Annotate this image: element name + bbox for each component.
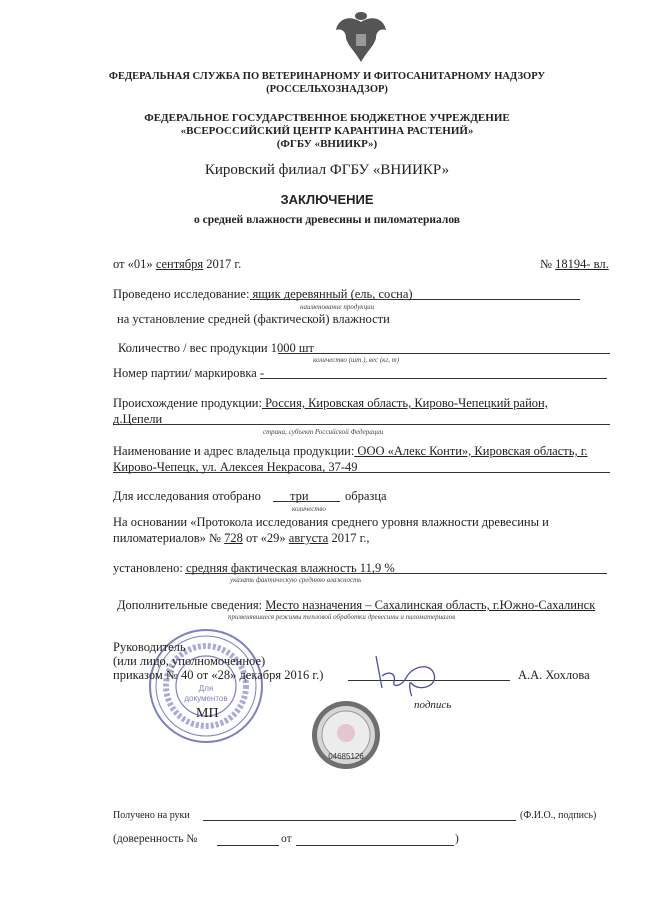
basis-line-2 (113, 531, 370, 545)
quantity-hint: количество (шт.), вес (кг, т) (313, 356, 400, 364)
signer-role: Руководитель (113, 640, 186, 654)
number-label: № (540, 257, 552, 271)
batch-value: - (256, 366, 265, 380)
received-hint: (Ф.И.О., подпись) (520, 810, 597, 821)
origin-label: Происхождение продукции: (113, 396, 262, 410)
document-date (113, 257, 241, 271)
samples-value: три (290, 489, 309, 503)
service-short: (РОССЕЛЬХОЗНАДЗОР) (266, 84, 388, 95)
document-number (540, 257, 609, 271)
origin-hint: страна, субъект Российской Федерации (263, 428, 384, 436)
document-title: ЗАКЛЮЧЕНИЕ (280, 192, 374, 207)
signer-order: приказом № 40 от «28» декабря 2016 г.) (113, 668, 324, 682)
institution-short: (ФГБУ «ВНИИКР») (276, 138, 378, 150)
stamp-text-2: документов (184, 694, 228, 703)
owner-row (113, 444, 588, 458)
service-name: ФЕДЕРАЛЬНАЯ СЛУЖБА ПО ВЕТЕРИНАРНОМУ И ФИТОСАНИТАРНОМУ НАДЗОРУ (108, 71, 546, 82)
handwritten-signature (372, 648, 442, 703)
basis-number: 728 (224, 531, 243, 545)
stamp-text: Для (198, 684, 214, 693)
origin-value-2: д.Цепели (113, 412, 163, 426)
result-label: установлено: (113, 561, 183, 575)
samples-label: Для исследования отобрано (113, 489, 261, 503)
origin-value: Россия, Кировская область, Кирово-Чепецкий район, (261, 396, 548, 410)
signer-name: А.А. Хохлова (518, 668, 590, 682)
batch-label: Номер партии/ маркировка (113, 366, 257, 380)
seal-number: 04685126 (328, 752, 364, 761)
institution-name: ФЕДЕРАЛЬНОЕ ГОСУДАРСТВЕННОЕ БЮДЖЕТНОЕ УЧРЕЖДЕНИЕ (144, 112, 510, 124)
branch-name: Кировский филиал ФГБУ «ВНИИКР» (204, 162, 450, 178)
study-value: ящик деревянный (ель, сосна) (249, 287, 413, 301)
stamp-place-label: МП (196, 706, 219, 721)
quantity-label: Количество / вес продукции (118, 341, 268, 355)
extra-value: Место назначения – Сахалинская область, г.Южно-Сахалинск (265, 598, 596, 612)
document-subtitle: о средней влажности древесины и пиломатериалов (193, 214, 461, 226)
basis-line-1: На основании «Протокола исследования среднего уровня влажности древесины и (113, 515, 549, 529)
proxy-from-label: от (281, 833, 292, 845)
owner-value: ООО «Алекс Конти», Кировская область, г. (354, 444, 588, 458)
number-value: 18194- вл. (555, 257, 609, 271)
study-label: Проведено исследование: (113, 287, 250, 301)
extra-row (117, 598, 595, 612)
owner-label: Наименование и адрес владельца продукции: (113, 444, 355, 458)
basis-date: от «29» (245, 531, 286, 545)
proxy-close: ) (455, 833, 459, 845)
date-month: сентября (155, 257, 204, 271)
emblem-icon (334, 10, 388, 66)
extra-hint: применявшиеся режимы тепловой обработки древесины и пиломатериалов (228, 613, 456, 621)
quantity-value: 1000 шт (270, 341, 314, 355)
hologram-seal (311, 700, 381, 770)
origin-row (113, 396, 548, 410)
extra-label: Дополнительные сведения: (117, 598, 263, 612)
basis-year: 2017 г., (328, 531, 370, 545)
owner-value-2: Кирово-Чепецк, ул. Алексея Некрасова, 37-49 (113, 460, 358, 474)
basis-prefix: пиломатериалов» № (113, 531, 221, 545)
signature-hint: подпись (414, 699, 452, 711)
signer-role-2: (или лицо, уполномоченное) (113, 654, 266, 668)
result-value: средняя фактическая влажность 11,9 % (182, 561, 395, 575)
result-hint: указать фактическую среднюю влажность (230, 576, 362, 584)
received-label: Получено на руки (113, 810, 190, 821)
study-purpose: на установление средней (фактической) влажности (117, 312, 390, 326)
samples-hint: количество (292, 505, 326, 513)
samples-suffix: образца (345, 489, 387, 503)
study-hint: наименование продукции (300, 303, 375, 311)
basis-month: августа (288, 531, 329, 545)
date-year: 2017 г. (203, 257, 242, 271)
institution-full: «ВСЕРОССИЙСКИЙ ЦЕНТР КАРАНТИНА РАСТЕНИЙ» (180, 125, 474, 137)
batch-row (113, 366, 264, 380)
date-day: от «01» (113, 257, 153, 271)
proxy-label: (доверенность № (113, 833, 198, 845)
